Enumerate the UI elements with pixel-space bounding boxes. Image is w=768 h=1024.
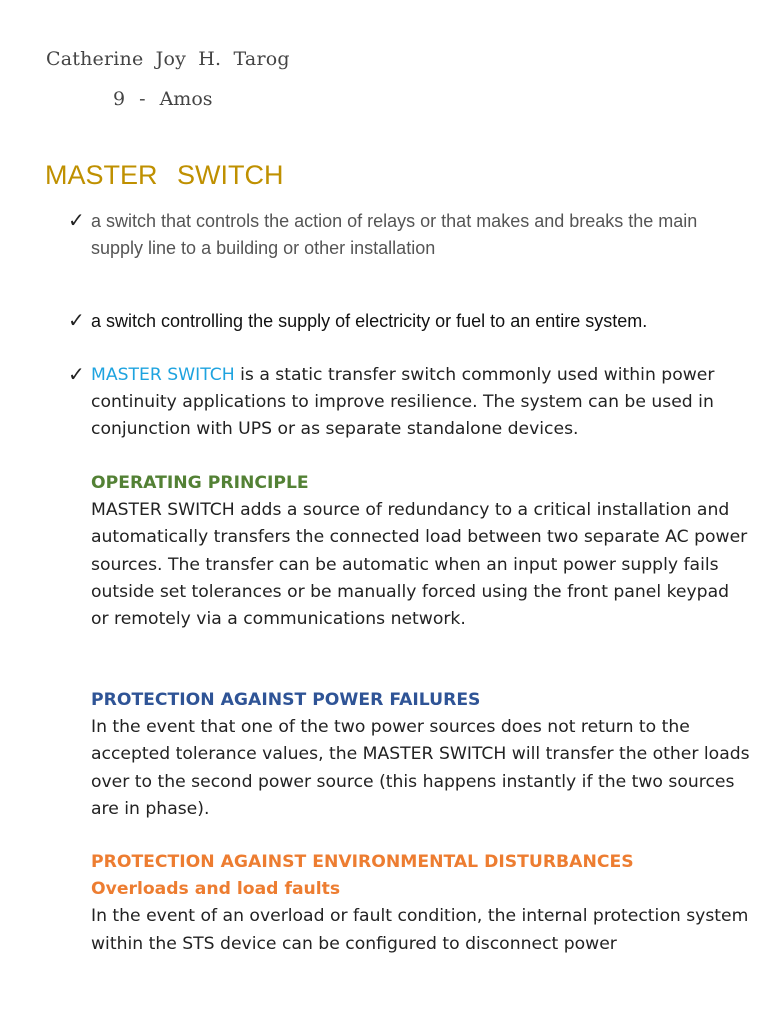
definition-bullet-2 <box>68 308 728 335</box>
document-title: MASTER SWITCH <box>45 160 284 190</box>
power-failure-text: In the event that one of the two power sources does not return to the accepted tolerance values, the MASTER SWITCH will transfer the other loads over to the second power source (this happens instantly if the two sources are in phase). <box>91 717 750 819</box>
operating-principle-text: MASTER SWITCH adds a source of redundancy to a critical installation and automatically transfers the connected load between two separate AC power sources. The transfer can be automatic when an input power supply fails outside set tolerances or be manually forced using the front panel keypad or remotely via a communications network. <box>91 500 748 630</box>
highlighted-term: MASTER SWITCH <box>91 365 235 385</box>
power-failure-section <box>91 687 751 823</box>
check-icon: ✓ <box>68 308 85 332</box>
check-icon: ✓ <box>68 362 85 386</box>
operating-principle-heading: OPERATING PRINCIPLE <box>91 473 309 493</box>
definition-text: is a static transfer switch commonly used within power continuity applications to improve resilience. The system can be used in conjunction with UPS or as separate standalone devices. <box>91 365 715 440</box>
definition-bullet-1 <box>68 208 728 262</box>
bullet-text: a switch controlling the supply of electricity or fuel to an entire system. <box>91 311 648 331</box>
environmental-text: In the event of an overload or fault condition, the internal protection system within the STS device can be configured to disconnect power <box>91 906 749 954</box>
bullet-text: a switch that controls the action of relays or that makes and breaks the main supply line to a building or other installation <box>91 211 698 258</box>
definition-bullet-3 <box>68 362 728 444</box>
author-name: Catherine Joy H. Tarog <box>46 48 290 70</box>
overloads-subheading: Overloads and load faults <box>91 879 341 900</box>
power-failure-heading: PROTECTION AGAINST POWER FAILURES <box>91 690 481 710</box>
environmental-section <box>91 849 751 958</box>
check-icon: ✓ <box>68 208 85 232</box>
class-section: 9 - Amos <box>113 88 213 110</box>
environmental-heading: PROTECTION AGAINST ENVIRONMENTAL DISTURBANCES <box>91 852 634 872</box>
operating-principle-section <box>91 470 751 633</box>
bullet-text <box>91 362 728 444</box>
